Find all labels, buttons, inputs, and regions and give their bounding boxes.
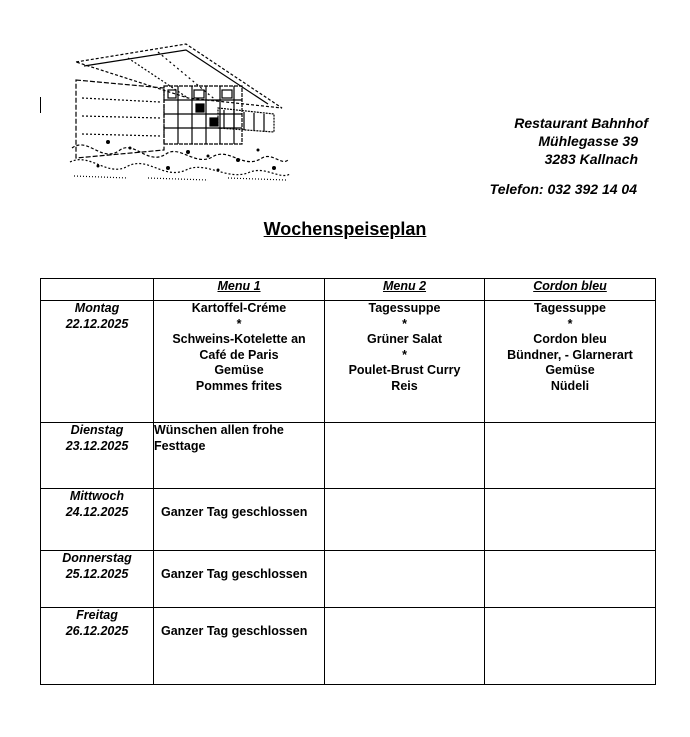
restaurant-name: Restaurant Bahnhof	[514, 115, 648, 131]
menu-table	[40, 278, 656, 685]
menu-1-cell	[154, 301, 325, 423]
dish-separator: *	[402, 316, 407, 331]
header-cordon-bleu: Cordon bleu	[485, 279, 656, 301]
day-cell	[41, 489, 154, 551]
day-cell	[41, 551, 154, 608]
page-title: Wochenspeiseplan	[263, 219, 427, 239]
menu-2-cell	[325, 301, 485, 423]
dish-line: Gemüse	[214, 363, 264, 377]
dish-line: Cordon bleu	[533, 332, 607, 346]
menu-2-cell	[325, 423, 485, 489]
day-note: Ganzer Tag geschlossen	[154, 489, 325, 551]
day-name: Montag	[74, 301, 120, 315]
day-note: Ganzer Tag geschlossen	[154, 608, 325, 685]
dish-line: Gemüse	[545, 363, 595, 377]
cordon-bleu-cell	[485, 608, 656, 685]
menu-2-cell	[325, 608, 485, 685]
dish-line: Bündner, - Glarnerart	[507, 347, 633, 362]
cordon-bleu-cell	[485, 423, 656, 489]
dish-line: Nüdeli	[550, 378, 590, 393]
day-cell	[41, 301, 154, 423]
table-row	[41, 423, 656, 489]
day-name: Freitag	[76, 608, 118, 622]
day-note: Wünschen allen frohe Festtage	[154, 423, 325, 489]
day-date: 25.12.2025	[65, 566, 129, 581]
dish-separator: *	[236, 316, 242, 331]
menu-2-cell	[325, 489, 485, 551]
header-blank	[41, 279, 154, 301]
day-name: Donnerstag	[62, 551, 132, 565]
cordon-bleu-cell	[485, 551, 656, 608]
dish-line: Reis	[391, 378, 418, 393]
table-row	[41, 489, 656, 551]
restaurant-house-logo	[68, 40, 292, 184]
dish-line: Café de Paris	[199, 347, 279, 362]
dish-line: Grüner Salat	[366, 332, 443, 346]
cordon-bleu-cell	[485, 489, 656, 551]
dish-line: Poulet-Brust Curry	[348, 363, 461, 377]
table-row	[41, 608, 656, 685]
restaurant-city: 3283 Kallnach	[544, 151, 638, 167]
header-menu-1: Menu 1	[154, 279, 325, 301]
day-note: Ganzer Tag geschlossen	[154, 551, 325, 608]
day-date: 24.12.2025	[65, 504, 129, 519]
table-row	[41, 551, 656, 608]
day-name: Mittwoch	[69, 489, 125, 503]
dish-line: Tagessuppe	[368, 301, 441, 315]
dish-line: Kartoffel-Créme	[191, 301, 287, 315]
day-cell	[41, 608, 154, 685]
left-margin-mark	[40, 97, 41, 113]
table-row	[41, 301, 656, 423]
restaurant-phone: Telefon: 032 392 14 04	[489, 181, 637, 197]
restaurant-address	[514, 114, 648, 168]
dish-line: Schweins-Kotelette an	[172, 332, 306, 346]
day-date: 26.12.2025	[65, 623, 129, 638]
day-name: Dienstag	[70, 423, 124, 437]
day-date: 22.12.2025	[65, 316, 129, 331]
dish-separator: *	[567, 316, 573, 331]
dish-line: Pommes frites	[195, 378, 283, 393]
restaurant-street: Mühlegasse 39	[538, 133, 638, 149]
header-menu-2: Menu 2	[325, 279, 485, 301]
day-cell	[41, 423, 154, 489]
dish-line: Tagessuppe	[533, 301, 606, 315]
day-date: 23.12.2025	[65, 438, 129, 453]
cordon-bleu-cell	[485, 301, 656, 423]
menu-2-cell	[325, 551, 485, 608]
dish-separator: *	[402, 347, 407, 362]
header-row	[41, 279, 656, 301]
